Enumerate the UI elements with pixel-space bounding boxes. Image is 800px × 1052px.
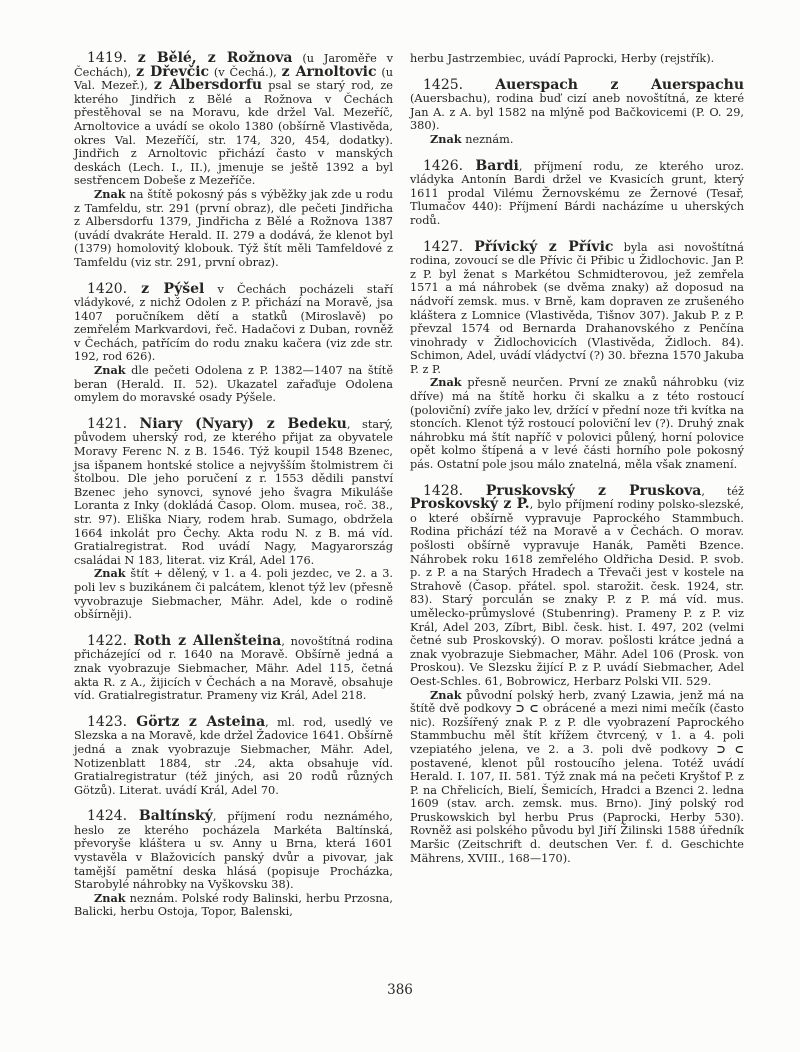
text-segment: (u Val. Mezeř.), [74, 65, 394, 93]
entry-1419-znak-paragraph [74, 188, 393, 270]
text-segment: dle pečeti Odolena z P. 1382—1407 na štítě beran (Herald. II. 52). Ukazatel zařaďuje Odolena omylem do moravské osady Pýšele. [74, 364, 393, 405]
bold-text-segment: Znak [94, 363, 126, 378]
bold-text-segment: Znak [94, 186, 126, 201]
bold-text-segment: Roth z Allenšteina [133, 632, 282, 649]
bold-text-segment: z Bělé, z Rožnova [137, 50, 293, 66]
entry-1425-heading-paragraph [410, 76, 744, 133]
bold-text-segment: Znak [94, 566, 126, 581]
text-segment: , též [701, 484, 745, 498]
entry-1421-znak-paragraph [74, 567, 393, 621]
text-segment: přesně neurčen. První ze znaků náhrobku (viz dříve) má na štítě horku či skalku a z této rostoucí (poloviční) zvíře jako lev, držící v přední noze tři kvítka na stoncích. Klenot týž rostoucí poloviční lev (?). Druhý znak náhrobku má štít napříč v polovici půlený, horní polovice opět kolmo štípená a v levé části horního pole pokosný pás. Ostatní pole jsou málo znatelná, měla však znamení. [410, 376, 744, 472]
bold-text-segment: Niary (Nyary) z Bedeku [139, 415, 347, 432]
text-segment: , novoštítná rodina přicházející od r. 1640 na Moravě. Obšírně jedná a znak vyobrazuje Siebmacher, Mähr. Adel 115, četná akta R. z A., žijicích v Čechách a na Moravě, obsahuje víd. Gratialregistratur. Prameny viz Král, Adel 218. [74, 634, 394, 703]
text-segment: (u Jaroměře v Čechách), [74, 52, 393, 79]
entry-1428-heading-paragraph [410, 482, 745, 689]
right-column [410, 52, 744, 919]
text-segment: (v Čechá.), [209, 65, 282, 79]
bold-text-segment: Baltínský [138, 808, 213, 825]
text-segment: 1419. [87, 50, 138, 66]
entry-1422-heading-paragraph [74, 632, 394, 703]
entry-1427-heading-paragraph [410, 238, 745, 377]
text-segment: herbu Jastrzembiec, uvádí Paprocki, Herby (rejstřík). [410, 52, 715, 65]
entry-1425-znak-paragraph [410, 133, 744, 147]
entry-1424-continuation-paragraph [410, 52, 744, 66]
bold-text-segment: Znak [430, 687, 462, 702]
entry-1424-heading-paragraph [74, 810, 393, 892]
text-segment: 1422. [87, 632, 134, 649]
bold-text-segment: Znak [430, 375, 462, 390]
entry-1424-znak-paragraph [74, 892, 393, 919]
text-segment: postavené, klenot půl rostoucího jelena. Totéž uvádí Herald. I. 107, II. 581. Týž znak má na pečeti Kryštof P. z P. na Chřelicích, Bielí, Šemicích, Hradci a Bzenci 2. ledna 1609 (stav. arch. zemsk. mus. Brno). Jiný polský rod Pruskowskich byl herbu Prus (Paprocki, Herby 530). Rovněž asi polského původu byl Jiří Žilinski 1588 úředník Maršic (Zeitschrift d. deutschen Ver. f. d. Geschichte Mährens, XVIII., 168—170). [410, 756, 744, 865]
bold-text-segment: z Albersdorfu [153, 77, 263, 94]
text-segment: 1421. [87, 415, 140, 432]
entry-1419-heading-paragraph [74, 52, 393, 188]
bold-text-segment: Pruskovský z Pruskova [485, 482, 702, 499]
bold-text-segment: Bardi [475, 157, 519, 174]
text-segment: psal se starý rod, ze kterého Jindřich z Bělé a Rožnova v Čechách přestěhoval se na Moravu, kde držel Val. Mezeříč, Arnoltovice a uvádí se okolo 1380 (obšírně Vlastivěda, okres Val. Mezeříčí, str. 174, 320, 454, dodatky). Jindřich z Arnoltovic přichází často v manských deskách (Lech. I., II.), jmenuje se ještě 1392 a byl sestřencem Dobeše z Mezeříče. [74, 79, 393, 188]
text-segment: , starý, původem uherský rod, ze kterého přijat za obyvatele Moravy Ferenc N. z B. 1546. Týž koupil 1548 Bzenec, jsa išpanem hontské stolice a nejvyšším štolmistrem či štolbou. Dle jeho poručení z r. 1553 dědili panství Bzenec jeho synovci, synové jeho švagra Mikuláše Loranta z Inky (dokládá Časop. Olom. musea, roč. 38., str. 97). Eliška Niary, rodem hrab. Sumago, obdržela 1664 inkolát pro Čechy. Akta rodu N. z B. má víd. Gratialregistrat. Rod uvádí Nagy, Magyarország családai N 183, literat. viz Král, Adel 176. [74, 417, 393, 567]
entry-1427-znak-paragraph [410, 376, 744, 471]
text-segment: , příjmení rodu neznámého, heslo ze kterého pocházela Markéta Baltínská, převoryše kláštera u sv. Anny u Brna, která 1601 vystavěla v Blažovicích panský dvůr a pivovar, jak tamější pamětní deska hlásá (popisuje Procházka, Starobylé náhrobky na Vyškovsku 38). [74, 810, 393, 892]
bold-text-segment: ⊃ ⊂ [716, 741, 744, 756]
text-segment: neznám. Polské rody Balinski, herbu Przosna, Balicki, herbu Ostoja, Topor, Balenski, [74, 891, 393, 919]
page-number: 386 [387, 982, 413, 998]
bold-text-segment: Přívický z Přívic [474, 238, 614, 255]
text-segment: obrácené a mezi nimi mečík (často nic). Rozšířený znak P. z P. dle vyobrazení Paprockého Stammbuchu měl štít křížem čtvrcený, v 1. a 4. poli vzepiatého jelena, ve 2. a 3. poli dvě podkovy [410, 702, 744, 756]
text-segment: (Auersbachu), rodina buď cizí aneb novoštítná, ze které Jan A. z A. byl 1582 na mlýně pod Bačkovicemi (P. O. 29, 380). [410, 92, 744, 133]
bold-text-segment: z Dřevčic [136, 63, 210, 80]
text-segment: 1425. [423, 76, 496, 93]
bold-text-segment: Görtz z Asteina [136, 713, 266, 730]
text-segment: v Čechách pocházeli staří vládykové, z nichž Odolen z P. přichází na Moravě, jsa 1407 poručníkem dětí a statků (Miroslavě) po zemřelém Markvardovi, řeč. Hadačovi z Duban, rovněž v Čechách, patřícím do rodu znaku kačera (viz zde str. 192, rod 626). [74, 282, 394, 364]
text-segment: neznám. [461, 132, 514, 146]
left-column [74, 52, 393, 919]
text-segment: 1420. [87, 280, 142, 297]
bold-text-segment: Auerspach z Auerspachu [495, 76, 744, 93]
text-segment: původní polský herb, zvaný Lzawia, jenž má na štítě dvě podkovy [410, 688, 744, 716]
text-segment: 1428. [423, 482, 486, 499]
text-segment: , příjmení rodu, ze kterého uroz. vládyka Antonín Bardi držel ve Kvasicích grunt, který 1611 prodal Vilému Žernovskému ze Žernové (Tesař, Tlumačov 440): Příjmení Bárdi nacházíme u uherských rodů. [410, 159, 744, 227]
bold-text-segment: Proskovský z P. [410, 496, 530, 513]
entry-1420-heading-paragraph [74, 280, 394, 365]
text-segment: , ml. rod, usedlý ve Slezska a na Moravě, kde držel Žadovice 1641. Obšírně jedná a znak vyobrazuje Siebmacher, Mähr. Adel, Notizenblatt 1884, str .24, akta obsahuje víd. Gratialregistratur (též jiných, asi 20 rodů různých Götzů). Literat. uvádí Král, Adel 70. [74, 715, 393, 797]
text-segment: 1427. [423, 238, 475, 255]
bold-text-segment: ⊃ ⊂ [515, 701, 539, 716]
bold-text-segment: z Arnoltovic [281, 63, 377, 80]
text-segment: štít + dělený, v 1. a 4. poli jezdec, ve 2. a 3. poli lev s buzikánem či palcátem, klenot týž lev (přesně vyvobrazuje Siebmacher, Mähr. Adel, kde o rodině obšírněji). [74, 567, 393, 622]
entry-1426-heading-paragraph [410, 157, 744, 228]
bold-text-segment: z Pýšel [141, 280, 205, 297]
text-segment: 1423. [87, 713, 137, 730]
text-segment: 1426. [423, 157, 476, 174]
entry-1420-znak-paragraph [74, 364, 393, 405]
text-segment: 1424. [87, 808, 139, 825]
entry-1423-heading-paragraph [74, 713, 393, 798]
text-segment: , bylo příjmení rodiny polsko-slezské, o které obšírně vypravuje Paprockého Stammbuch. Rodina přichází též na Moravě a v Čechách. O morav. pošlosti obšírně vypravuje Hanák, Paměti Bzence. Náhrobek roku 1618 zemřelého Oldřicha Desid. P. svob. p. z P. a na Starých Hradech a Třevači jest v kostele na Strahově (Časop. přátel. spol. starožit. česk. 1924, str. 83). Starý porculán se znaky P. z P. má víd. mus. umělecko-průmyslové (Stubenring). Prameny P. z P. viz Král, Adel 203, Zíbrt, Bibl. česk. hist. I. 497, 202 (velmi četné sub Proskovský). O morav. pošlosti krátce jedná a znak vyobrazuje Siebmacher, Mähr. Adel 106 (Prosk. von Proskou). Ve Slezsku žijící P. z P. uvádí Siebmacher, Adel Oest-Schles. 61, Bobrowicz, Herbarz Polski VII. 529. [410, 498, 744, 688]
entry-1428-znak-paragraph [410, 689, 744, 866]
text-segment: na štítě pokosný pás s výběžky jak zde u rodu z Tamfeldu, str. 291 (první obraz), dle pečeti Jindřicha z Albersdorfu 1379, Jindřicha z Bělé a Rožnova 1387 (uvádí dvakráte Herald. II. 279 a dodává, že klenot byl (1379) homolovitý klobouk. Týž štít měli Tamfeldové z Tamfeldu (viz str. 291, první obraz). [74, 187, 393, 269]
bold-text-segment: Znak [430, 131, 462, 146]
text-segment: byla asi novoštítná rodina, zovoucí se dle Přívic či Přibic u Židlochovic. Jan P. z P. byl ženat s Markétou Schmidterovou, jež zemřela 1571 a má náhrobek (se dvěma znaky) až doposud na nádvoří zemsk. mus. v Brně, kam dopraven ze zrušeného kláštera z Lomnice (Vlastivěda, Tišnov 307). Jakub P. z P. převzal 1574 od Bernarda Drahanovského z Penčína vinohrady v Židlochovicích (Vlastivěda, Židloch. 84). Schimon, Adel, uvádí vládyctví (?) 30. března 1570 Jakuba P. z P. [410, 240, 745, 376]
entry-1421-heading-paragraph [74, 415, 393, 568]
bold-text-segment: Znak [94, 890, 126, 905]
